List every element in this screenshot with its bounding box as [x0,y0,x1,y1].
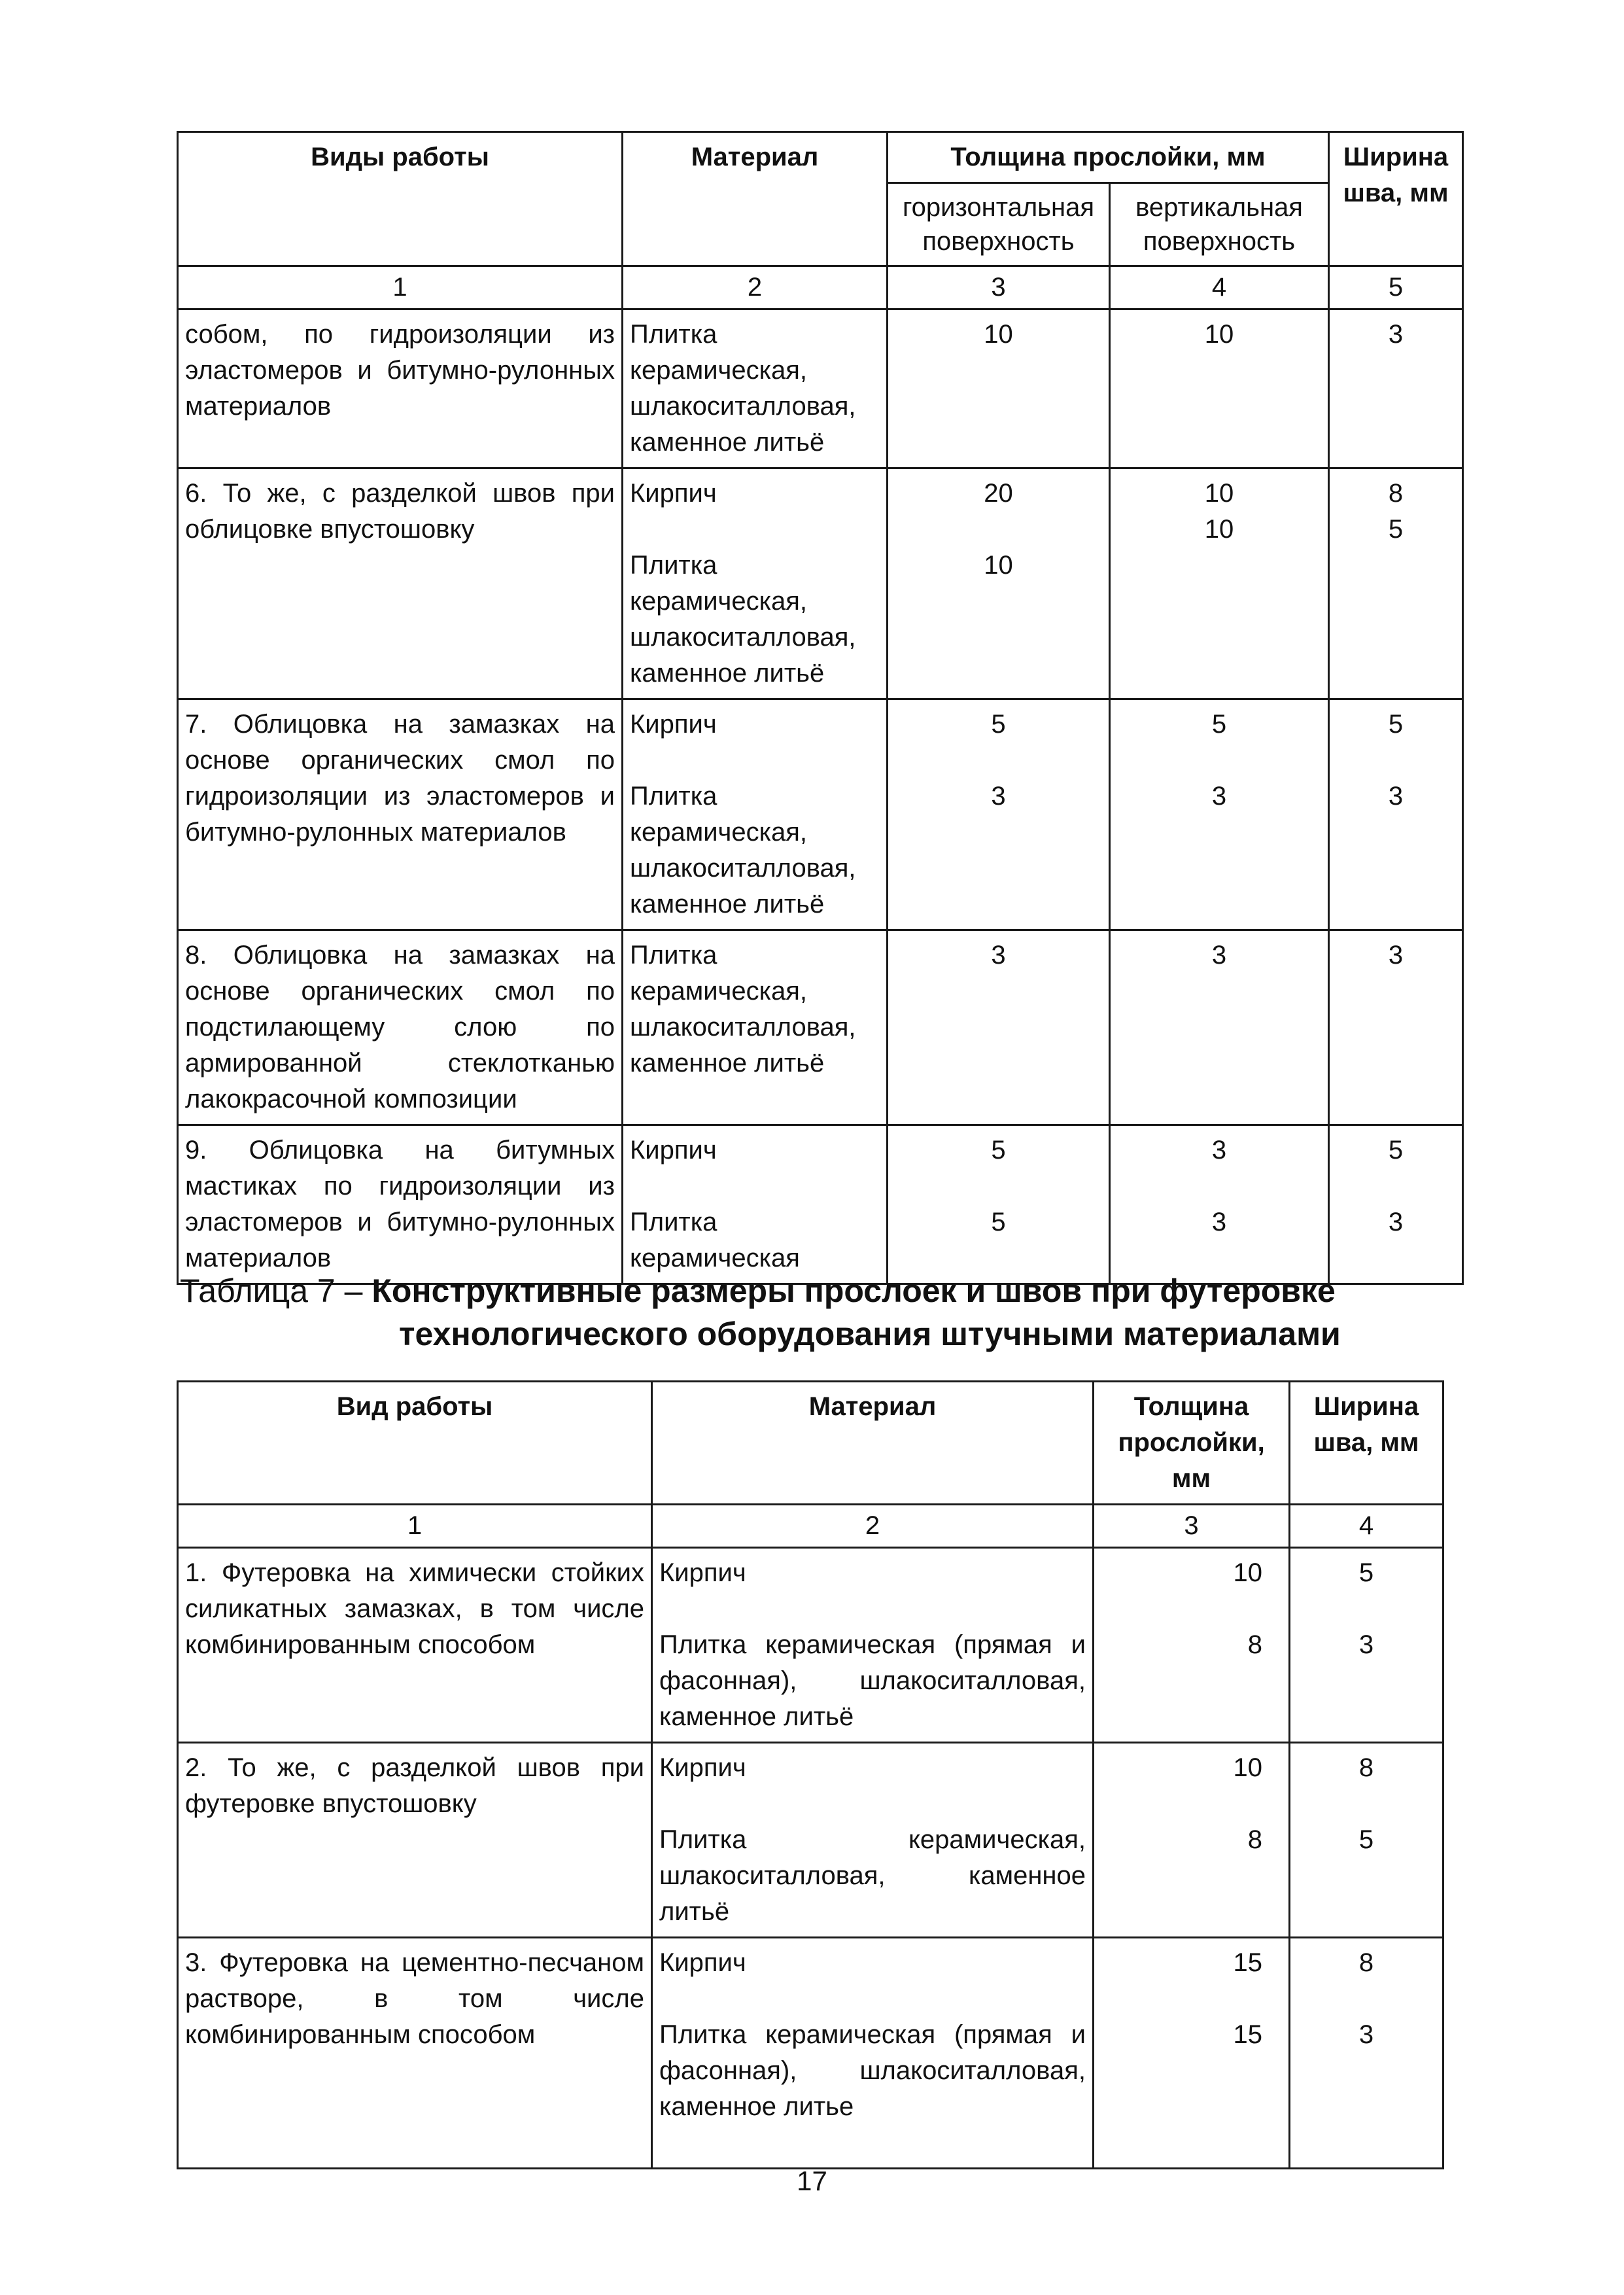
spacer [1297,1981,1436,2017]
material-cell: Плитка керамическая, шлакоситалловая, каменное литьё [623,309,888,468]
table-7 [177,1380,1444,2169]
value: 10 [1233,1558,1262,1587]
spacer [1117,743,1321,779]
value: 8 [1247,1825,1262,1854]
material-item: Кирпич [659,1753,746,1782]
vertical-cell [1110,1125,1329,1284]
material-cell [623,1125,888,1284]
value: 5 [991,1208,1006,1236]
spacer [659,1981,1086,2017]
value: 10 [1204,479,1234,508]
spacer [895,1168,1102,1204]
value: 15 [1233,1948,1262,1977]
table-row [178,930,1463,1125]
header-work: Вид работы [178,1382,652,1505]
caption-prefix: Таблица 7 – [180,1272,372,1309]
spacer [1336,1168,1455,1204]
horizontal-cell: 3 [888,930,1110,1125]
material-item: Плитка керамическая, шлакоситалловая, каменное литьё [630,782,856,919]
value: 3 [1211,1136,1227,1165]
table-row [178,1125,1463,1284]
value: 20 [984,479,1013,508]
horizontal-cell [888,1125,1110,1284]
table-row [178,1743,1443,1938]
header-material: Материал [623,132,888,266]
width-cell [1329,468,1463,699]
horizontal-cell [888,699,1110,930]
table-continued [177,131,1464,1285]
vertical-cell: 3 [1110,930,1329,1125]
value: 3 [1388,1208,1404,1236]
width-cell: 3 [1329,309,1463,468]
thickness-cell [1094,1743,1290,1938]
work-cell: 8. Облицовка на замазках на основе органических смол по подстилающему слою по армированной стеклотканью лакокрасочной композиции [178,930,623,1125]
material-item: Кирпич [630,479,717,508]
material-cell [652,1938,1094,2169]
value: 3 [1358,1630,1374,1659]
spacer [1101,1591,1262,1627]
value: 10 [984,551,1013,580]
material-item: Плитка керамическая (прямая и фасонная), шлакоситалловая, каменное литьё [659,1630,1086,1731]
table-row [178,1548,1443,1743]
spacer [1101,1981,1262,2017]
work-cell: 3. Футеровка на цементно-песчаном растворе, в том числе комбинированным способом [178,1938,652,2169]
vertical-cell [1110,468,1329,699]
spacer [1336,743,1455,779]
width-cell: 3 [1329,930,1463,1125]
value: 3 [1211,1208,1227,1236]
value: 10 [1233,1753,1262,1782]
value: 3 [1388,782,1404,811]
header-material: Материал [652,1382,1094,1505]
spacer [659,1786,1086,1822]
spacer [1297,1786,1436,1822]
table-row [178,699,1463,930]
header-thickness: Толщина прослойки, мм [1094,1382,1290,1505]
header-work: Виды работы [178,132,623,266]
value: 3 [1211,782,1227,811]
work-cell: 6. То же, с разделкой швов при облицовке впустошовку [178,468,623,699]
spacer [1101,1786,1262,1822]
table-caption [180,1269,1341,1356]
material-cell [652,1743,1094,1938]
value: 5 [991,710,1006,739]
value: 10 [1204,515,1234,544]
col-number: 1 [178,266,623,309]
material-item: Кирпич [630,710,717,739]
col-number: 5 [1329,266,1463,309]
table-row [178,309,1463,468]
horizontal-cell [888,468,1110,699]
col-number: 2 [623,266,888,309]
value: 5 [1211,710,1227,739]
col-number: 4 [1110,266,1329,309]
header-horizontal: горизонтальная поверхность [888,183,1110,266]
work-cell: 7. Облицовка на замазках на основе органических смол по гидроизоляции из эластомеров и битумно-рулонных материалов [178,699,623,930]
material-cell: Плитка керамическая, шлакоситалловая, каменное литьё [623,930,888,1125]
column-number-row [178,266,1463,309]
work-cell: 2. То же, с разделкой швов при футеровке впустошовку [178,1743,652,1938]
material-item: Плитка керамическая (прямая и фасонная), шлакоситалловая, каменное литье [659,2020,1086,2121]
material-item: Плитка керамическая [630,1208,800,1272]
width-cell [1290,1548,1443,1743]
value: 5 [1388,710,1404,739]
spacer [630,1168,880,1204]
material-item: Кирпич [659,1948,746,1977]
spacer [1117,1168,1321,1204]
material-cell [623,699,888,930]
page-number: 17 [797,2165,827,2196]
caption-title-line2: технологического оборудования штучными материалами [399,1316,1341,1352]
width-cell [1290,1938,1443,2169]
material-cell [623,468,888,699]
spacer [630,512,880,548]
material-cell [652,1548,1094,1743]
value: 8 [1247,1630,1262,1659]
value: 8 [1358,1753,1374,1782]
col-number: 1 [178,1505,652,1548]
spacer [659,1591,1086,1627]
header-row [178,132,1463,183]
horizontal-cell: 10 [888,309,1110,468]
value: 5 [1358,1825,1374,1854]
thickness-cell [1094,1938,1290,2169]
material-item: Плитка керамическая, шлакоситалловая, каменное литьё [659,1825,1086,1926]
header-row [178,1382,1443,1505]
width-cell [1290,1743,1443,1938]
vertical-cell: 10 [1110,309,1329,468]
material-item: Кирпич [659,1558,746,1587]
spacer [1297,1591,1436,1627]
col-number: 3 [1094,1505,1290,1548]
thickness-cell [1094,1548,1290,1743]
header-width: Ширина шва, мм [1329,132,1463,266]
value: 5 [1388,515,1404,544]
spacer [659,2125,1086,2161]
material-item: Кирпич [630,1136,717,1165]
table-row [178,468,1463,699]
value: 5 [991,1136,1006,1165]
col-number: 2 [652,1505,1094,1548]
work-cell: 9. Облицовка на битумных мастиках по гидроизоляции из эластомеров и битумно-рулонных материалов [178,1125,623,1284]
value: 8 [1358,1948,1374,1977]
material-item: Плитка керамическая, шлакоситалловая, каменное литьё [630,551,856,688]
vertical-cell [1110,699,1329,930]
caption-title-line1: Конструктивные размеры прослоек и швов при футеровке [371,1272,1336,1309]
col-number: 4 [1290,1505,1443,1548]
header-vertical: вертикальная поверхность [1110,183,1329,266]
value: 3 [991,782,1006,811]
spacer [895,743,1102,779]
value: 5 [1358,1558,1374,1587]
column-number-row [178,1505,1443,1548]
value: 15 [1233,2020,1262,2049]
value: 5 [1388,1136,1404,1165]
width-cell [1329,699,1463,930]
work-cell: собом, по гидроизоляции из эластомеров и битумно-рулонных материалов [178,309,623,468]
spacer [630,743,880,779]
width-cell [1329,1125,1463,1284]
header-width: Ширина шва, мм [1290,1382,1443,1505]
header-thickness: Толщина прослойки, мм [888,132,1329,183]
work-cell: 1. Футеровка на химически стойких силикатных замазках, в том числе комбинированным способом [178,1548,652,1743]
value: 8 [1388,479,1404,508]
spacer [895,512,1102,548]
value: 3 [1358,2020,1374,2049]
table-row [178,1938,1443,2169]
col-number: 3 [888,266,1110,309]
